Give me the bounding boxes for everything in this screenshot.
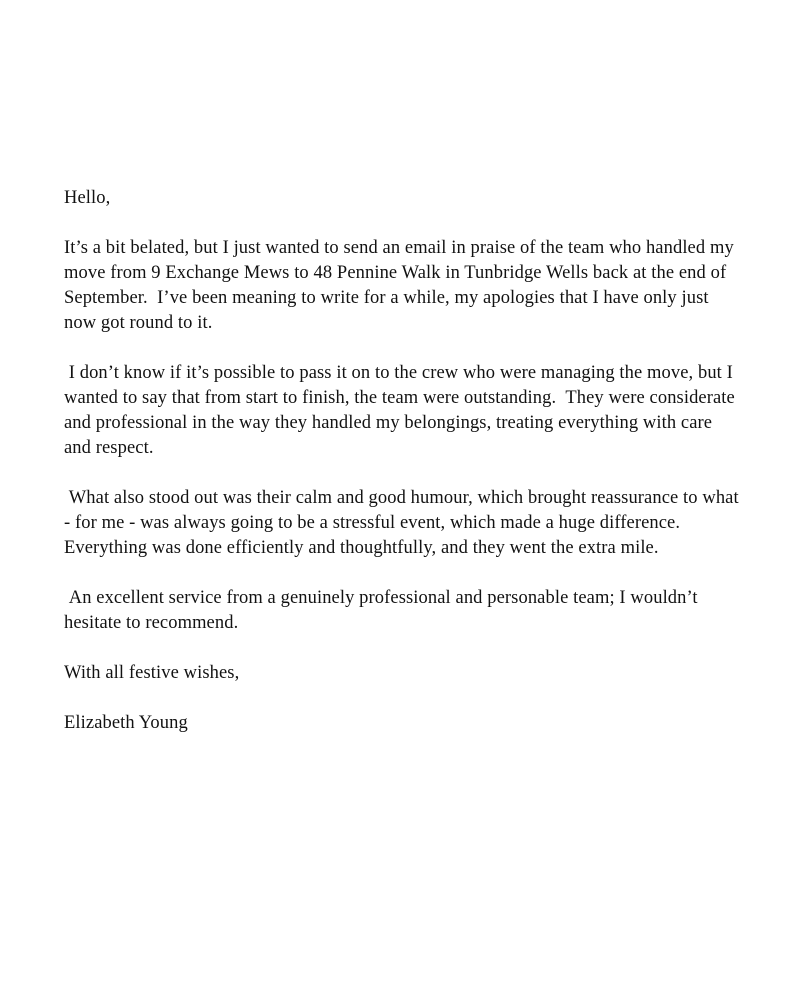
letter-signature: Elizabeth Young [64, 713, 188, 733]
letter-paragraph: I don’t know if it’s possible to pass it on to the crew who were managing the move, but I wanted to say that from start to finish, the team were outstanding. They were considerate and professional in the way they handled my belongings, treating everything with care and respect. [64, 363, 740, 458]
letter-body [64, 186, 742, 736]
letter-paragraph: What also stood out was their calm and good humour, which brought reassurance to what - for me - was always going to be a stressful event, which made a huge difference. Everything was done efficiently and thoughtfully, and they went the extra mile. [64, 488, 744, 558]
letter-paragraph: An excellent service from a genuinely professional and personable team; I wouldn’t hesitate to recommend. [64, 588, 703, 633]
letter-greeting: Hello, [64, 188, 111, 208]
letter-signoff: With all festive wishes, [64, 663, 240, 683]
letter-paragraph: It’s a bit belated, but I just wanted to send an email in praise of the team who handled my move from 9 Exchange Mews to 48 Pennine Walk in Tunbridge Wells back at the end of September. I’ve been meaning to write for a while, my apologies that I have only just now got round to it. [64, 238, 739, 333]
